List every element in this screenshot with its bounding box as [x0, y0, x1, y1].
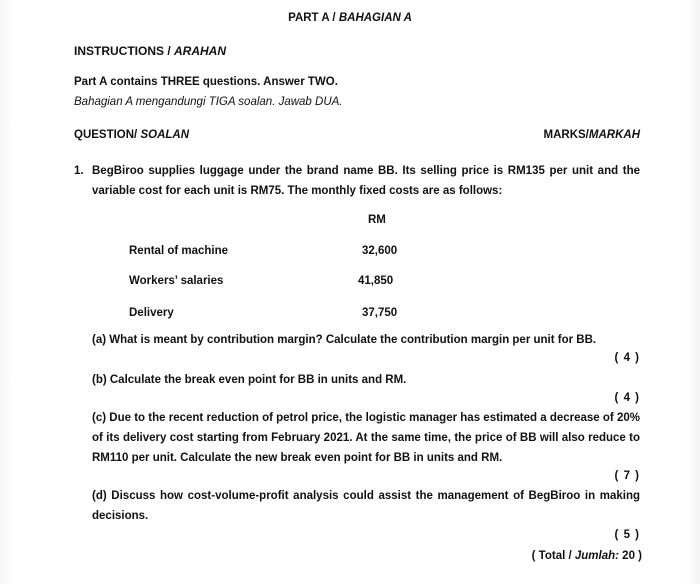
part-b-text: (b) Calculate the break even point for BB in units and RM. — [92, 374, 407, 386]
question-number: 1. — [74, 165, 84, 177]
part-b-marks: ( 4 ) — [614, 392, 640, 404]
question-column-header: QUESTION/ SOALAN — [74, 129, 190, 141]
cost-label: Rental of machine — [129, 245, 229, 257]
part-heading: PART A / BAHAGIAN A — [288, 12, 412, 24]
cost-amount: 41,850 — [358, 275, 394, 287]
currency-header: RM — [368, 214, 386, 226]
part-a-marks: ( 4 ) — [614, 352, 640, 364]
question-intro: BegBiroo supplies luggage under the brand name BB. Its selling price is RM135 per unit and the variable cost for each unit is RM75. The monthly fixed costs are as follows: — [92, 165, 640, 197]
instructions-malay: Bahagian A mengandungi TIGA soalan. Jawab DUA. — [74, 96, 343, 108]
part-d-marks: ( 5 ) — [614, 529, 640, 541]
cost-label: Workers’ salaries — [129, 275, 224, 287]
marks-column-header: MARKS/MARKAH — [543, 129, 640, 141]
part-label: PART A — [288, 12, 330, 24]
cost-amount: 32,600 — [362, 245, 398, 257]
total-marks: ( Total / Jumlah: 20 ) — [531, 550, 642, 562]
instructions-heading: INSTRUCTIONS / ARAHAN — [74, 44, 227, 58]
part-label-malay: BAHAGIAN A — [338, 12, 412, 24]
part-d-text: (d) Discuss how cost-volume-profit analysis could assist the management of BegBiroo in making decisions. — [92, 490, 640, 522]
part-c-marks: ( 7 ) — [614, 470, 640, 482]
part-c-text: (c) Due to the recent reduction of petrol price, the logistic manager has estimated a decrease of 20% of its delivery cost starting from February 2021. At the same time, the price of BB will also reduce to RM110 per unit. Calculate the new break even point for BB in units and RM. — [92, 412, 640, 464]
part-a-text: (a) What is meant by contribution margin? Calculate the contribution margin per unit for BB. — [92, 334, 597, 346]
cost-label: Delivery — [129, 307, 174, 319]
instructions-english: Part A contains THREE questions. Answer TWO. — [74, 76, 338, 88]
cost-amount: 37,750 — [362, 307, 398, 319]
